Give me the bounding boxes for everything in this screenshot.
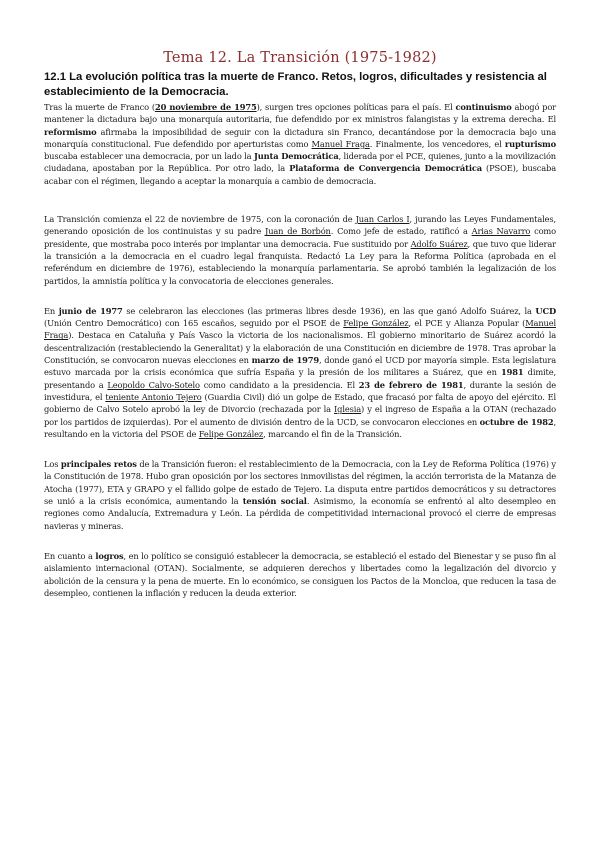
text-run: , jurando las Leyes Fundamentales, generando oposición de los continuistas y su padre [44, 214, 556, 237]
text-run: , el PCE y Alianza Popular ( [408, 318, 526, 329]
text-run: afirmaba la imposibilidad de seguir con la dictadura sin Franco, decantándose por la democracia bajo una monarquía constitucional. Fue defendido por aperturistas como [44, 126, 556, 149]
underlined-text: Felipe González [343, 318, 409, 329]
underlined-text: teniente Antonio Tejero [105, 391, 202, 402]
text-run: dimite, presentando a [44, 367, 556, 390]
text-run: como candidato a la presidencia. El [199, 379, 359, 390]
text-run: ) y el ingreso de España a la OTAN (rechazado por los partidos de izquierdas). Por el aumento de división dentro de la UCD, se convocaron elecciones en [44, 404, 556, 427]
text-run: se celebraron las elecciones (las primeras libres desde 1936), en las que ganó Adolfo Suárez, la [122, 305, 536, 316]
bold-text: reformismo [44, 126, 97, 137]
text-run: , donde ganó el UCD por mayoría simple. Esta legislatura estuvo marcada por la crisis económica que sufría España y la presión de los militares a Suárez, que en [44, 355, 556, 378]
text-run: , que tuvo que liderar la transición a la democracia en el cuadro legal franquista. Redactó La Ley para la Reforma Política (aprobada en el referéndum en diciembre de 1976), estableciendo la monarquía parlamentaria. Se aprobó también la legalización de los partidos, la amnistía política y la convocatoria de elecciones generales. [44, 238, 556, 286]
underlined-text: Manuel Fraga [311, 138, 370, 149]
text-run: , marcando el fin de la Transición. [263, 428, 402, 439]
bold-text: continuismo [455, 102, 512, 112]
bold-text: UCD [535, 305, 556, 316]
text-run: , resultando en la victoria del PSOE de [44, 416, 556, 439]
text-run: abogó por mantener la dictadura bajo una monarquía autoritaria, fue defendido por ex ministros falangistas y la extrema derecha. El [44, 102, 556, 125]
text-run: , durante la sesión de investidura, el [44, 379, 556, 402]
paragraph-inicio-transicion [44, 213, 556, 287]
section-heading: 12.1 La evolución política tras la muerte de Franco. Retos, logros, dificultades y resistencia al establecimiento de la Democracia. [44, 71, 547, 98]
text-run: . Finalmente, los vencedores, el [369, 138, 505, 149]
text-run: de la Transición fueron: el restablecimiento de la Democracia, con la Ley de Reforma Política (1976) y la Constitución de 1978. Hubo gran oposición por los sectores inmovilistas del régimen, la acción terrorista de la Matanza de Atocha (1977), ETA y GRAPO y el fallido golpe de estado de Tejero. La disputa entre partidos democráticos y su detractores se unió a la crisis económica, aumentando la [44, 459, 556, 507]
text-run: ). Destaca en Cataluña y País Vasco la victoria de los nacionalismos. El gobierno minoritario de Suárez acordó la descentralización (restableciendo la Generalitat) y la elaboración de una Constitución en diciembre de 1978. Tras aprobar la Constitución, se convocaron nuevas elecciones en [44, 330, 556, 366]
document-title: Tema 12. La Transición (1975-1982) [163, 50, 437, 66]
underlined-text: Manuel Fraga [44, 318, 556, 341]
text-run: (Unión Centro Democrático) con 165 escaños, seguido por el PSOE de [44, 318, 344, 329]
underlined-text: Felipe González [198, 428, 264, 439]
bold-text: Junta Democrática [254, 151, 339, 162]
bold-text: Plataforma de Convergencia Democrática [289, 163, 482, 174]
underlined-text: Iglesia [334, 404, 362, 415]
text-run: La Transición comienza el 22 de noviembre de 1975, con la coronación de [44, 214, 356, 225]
text-run: , en lo político se consiguió establecer la democracia, se estableció el estado del Bienestar y se puso fin al aislamiento internacional (OTAN). Socialmente, se adquieren derechos y libertades como la legalización del divorcio y abolición de la censura y la pena de muerte. En lo económico, se consiguen los Pactos de la Moncloa, que reducen la tasa de desempleo, contienen la inflación y reducen la deuda exterior. [44, 550, 556, 598]
underlined-text: Adolfo Suárez [410, 238, 468, 249]
text-run: . Como jefe de estado, ratificó a [330, 226, 472, 237]
text-run: En cuanto a [44, 550, 96, 561]
text-run: . Asimismo, la economía se enfrentó al alto desempleo en regiones como Andalucía, Extremadura y León. La pérdida de competitividad internacional provocó el cierre de empresas navieras y mineras. [44, 496, 556, 531]
bold-text: 1981 [500, 367, 524, 378]
text-run: Tras la muerte de Franco ( [44, 102, 155, 112]
text-run: Los [44, 459, 61, 470]
underlined-text: Leopoldo Calvo-Sotelo [107, 379, 200, 390]
text-run: En [44, 305, 59, 316]
bold-text: marzo de 1979 [251, 355, 320, 366]
underlined-text: 20 noviembre de 1975 [154, 102, 257, 112]
paragraph-elecciones [44, 305, 556, 440]
bold-text: principales retos [60, 459, 137, 470]
bold-text [155, 102, 257, 112]
bold-text: logros [95, 550, 124, 561]
text-run: como presidente, que mostraba poco interés por implantar una democracia. Fue sustituido por [44, 226, 556, 249]
paragraph-opciones-politicas [44, 101, 556, 187]
underlined-text: Juan de Borbón [265, 226, 331, 237]
bold-text: 23 de febrero de 1981 [358, 379, 464, 390]
paragraph-logros [44, 550, 556, 599]
bold-text: tensión social [242, 496, 307, 507]
text-run: , liderada por el PCE, quienes, junto a la movilización ciudadana, apostaban por la República. Por otro lado, la [44, 151, 556, 174]
text-run: (PSOE), buscaba acabar con el régimen, llegando a aceptar la monarquía a cambio de democracia. [44, 163, 557, 186]
bold-text: rupturismo [504, 138, 556, 149]
text-run: buscaba establecer una democracia, por un lado la [44, 151, 254, 162]
bold-text: octubre de 1982 [479, 416, 554, 427]
underlined-text: Juan Carlos I [355, 214, 410, 225]
bold-text: junio de 1977 [58, 305, 123, 316]
text-run: (Guardia Civil) dió un golpe de Estado, que fracasó por falta de apoyo del ejército. El gobierno de Calvo Sotelo aprobó la ley de Divorcio (rechazada por la [44, 391, 557, 415]
text-run: ), surgen tres opciones políticas para el país. El [256, 102, 456, 112]
underlined-text: Arias Navarro [471, 226, 531, 237]
paragraph-retos [44, 458, 556, 532]
